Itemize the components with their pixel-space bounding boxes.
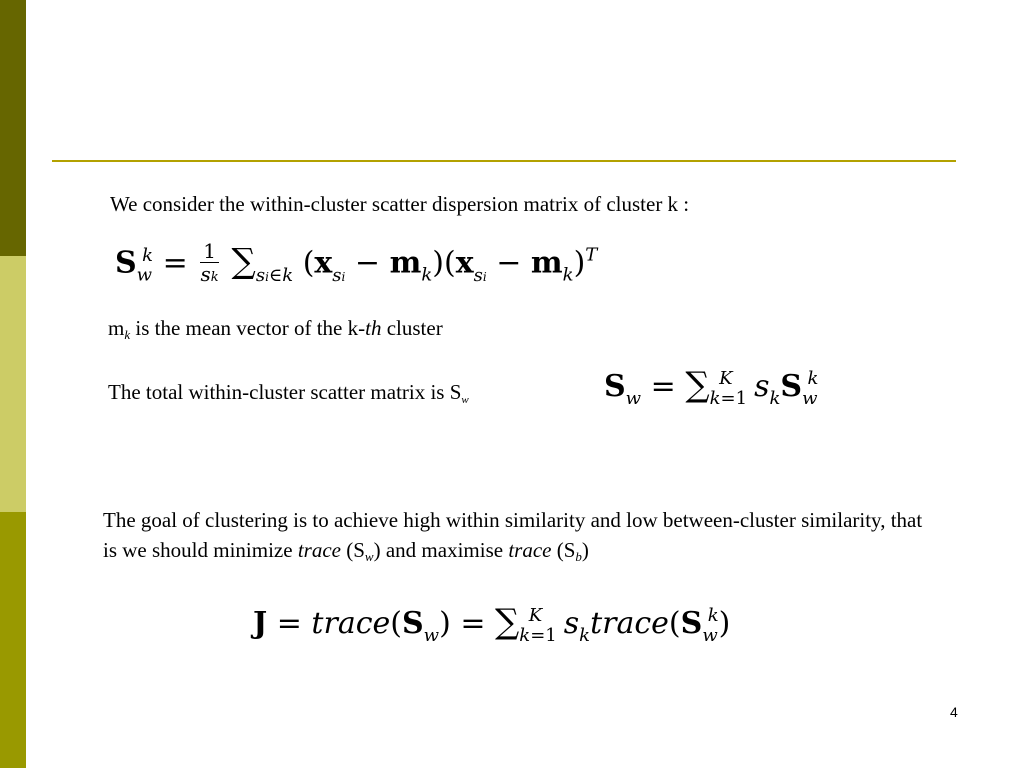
mean-prefix: m [108, 316, 125, 340]
goal-subscript-b: b [575, 549, 582, 564]
page-number: 4 [950, 704, 958, 720]
goal-trace-1: trace [297, 538, 341, 562]
goal-paren-2-close: ) [581, 538, 589, 562]
total-scatter-text [108, 377, 469, 415]
decor-bar-bottom [0, 512, 26, 768]
goal-paren-1-open: (S [340, 538, 365, 562]
mean-body: is the mean vector of the k- [130, 316, 366, 340]
decor-bar-middle [0, 256, 26, 512]
mean-vector-text [108, 313, 443, 350]
goal-subscript-w: w [364, 549, 374, 564]
intro-text: We consider the within-cluster scatter dispersion matrix of cluster k : [110, 192, 690, 216]
equation-total-scatter: $S_w = \sum_{k=1}^K$ $s_kS_w^k$ [604, 365, 819, 409]
total-body: The total within-cluster scatter matrix is S [108, 380, 462, 404]
mean-th: th [365, 316, 382, 340]
mean-subscript: k [124, 327, 131, 342]
title-rule [52, 160, 956, 162]
goal-text [103, 505, 923, 572]
equation-within-cluster-scatter: $S_w^k$ = $\frac{1}{sk}$ $\sum_{si\in k}$ $(x_{si} - m_k)(x_{si} - m_k)^T$ [115, 239, 598, 286]
mean-suffix: cluster [381, 316, 443, 340]
equation-objective: $J = trace(S_w) = \sum_{k=1}^K$ $s_ktrace(S_w^k)$ [253, 602, 731, 646]
goal-paren-1-close: ) and maximise [373, 538, 509, 562]
goal-trace-2: trace [508, 538, 552, 562]
goal-body-1: The goal of clustering is to achieve high within similarity and low between-cluster similarity, that is we should minimize [103, 508, 923, 562]
decor-bar-top [0, 0, 26, 256]
total-subscript: w [461, 394, 469, 406]
goal-paren-2-open: (S [551, 538, 576, 562]
